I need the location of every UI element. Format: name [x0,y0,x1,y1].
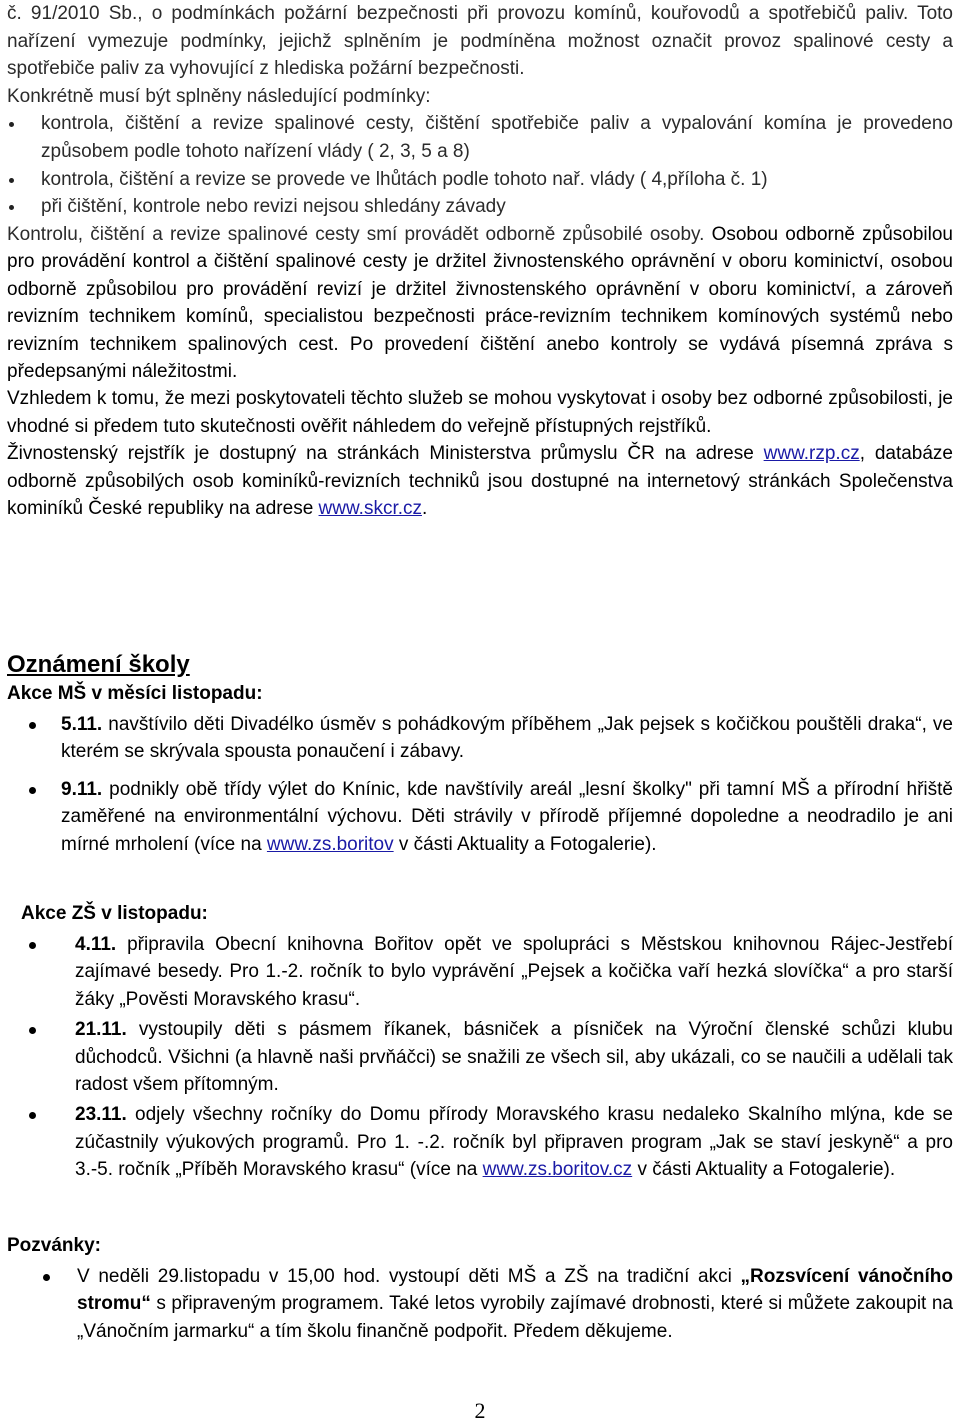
invitation-pre: V neděli 29.listopadu v 15,00 hod. vystoupí děti MŠ a ZŠ na tradiční akci [77,1266,741,1287]
regulation-section [7,0,953,522]
condition-text: při čištění, kontrole nebo revizi nejsou shledány závady [41,196,506,218]
zs-item [7,1101,953,1183]
page-number: 2 [474,1398,486,1423]
registry-text-2: , databáze odborně způsobilých osob kominíků-revizních techniků jsou dostupné na internetový stránkách Společenstva kominíků České republiky na adrese [7,443,954,519]
bullet-icon [7,193,41,221]
invitation-item [7,1263,953,1345]
ms-item [7,711,953,766]
registry-text-1: Živnostenský rejstřík je dostupný na stránkách Ministerstva průmyslu ČR na adrese [7,443,764,465]
zs-item-text [75,931,953,1013]
zs-boritov-cz-link[interactable]: www.zs.boritov.cz [482,1159,633,1181]
report-text: Po provedení čištění anebo kontroly se vydává písemná zpráva s předepsanými náležitostmi. [7,333,954,382]
authorized-rest-text: Osobou odborně způsobilou pro provádění kontrol a čištění spalinové cesty je držitel živnostenského oprávnění v oboru kominictví, osobou odborně způsobilou pro provádění revizí je držitel živnostenského oprávnění v oboru kominictví, a zároveň revizním technikem komínů, specialistou bezpečnosti práce-revizním technikem komínových systémů nebo revizním technikem spalinových cest. [7,223,953,355]
invitations-heading: Pozvánky: [7,1235,101,1256]
ms-item-date: 5.11. [61,714,103,735]
condition-text: kontrola, čištění a revize spalinové cesty, čištění spotřebiče paliv a vypalování komína je provedeno způsobem podle tohoto nařízení vlády ( 2, 3, 5 a 8) [41,113,953,162]
invitation-text [77,1263,953,1345]
ms-item-body: navštívilo děti Divadélko úsměv s pohádkovým příběhem „Jak pejsek s kočičkou pouštěli draka“, ve kterém se skrývala spousta ponaučení i zábavy. [61,714,953,763]
ms-item-body: podnikly obě třídy výlet do Knínic, kde navštívily areál „lesní školky" při tamní MŠ a přírodní hřiště zaměřené na environmentální výchovu. Děti strávily v přírodě příjemné dopoledne a neodradilo je ani mírné mrholení (více na [61,778,953,855]
skcr-link[interactable]: www.skcr.cz [318,498,422,519]
zs-item-date: 4.11. [75,934,117,955]
warning-paragraph: Vzhledem k tomu, že mezi poskytovateli těchto služeb se mohou vyskytovat i osoby bez odborné způsobilosti, je vhodné si předem tuto skutečnosti ověřit náhledem do veřejně přístupných rejstříků. [7,388,953,437]
bullet-icon [7,1016,75,1098]
zs-heading: Akce ZŠ v listopadu: [21,903,208,924]
bullet-icon [7,110,41,165]
zs-item-body: odjely všechny ročníky do Domu přírody Moravského krasu nedaleko Skalního mlýna, kde se zúčastnily výukových programů. Pro 1. -.2. ročník byl připraven program „Jak se staví jeskyně“ a pro 3.-5. ročník „Příběh Moravského krasu“ (více na [75,1104,953,1181]
zs-item-text [75,1016,953,1098]
bullet-icon [7,1263,77,1345]
zs-boritov-link[interactable]: www.zs.boritov [266,833,394,855]
ms-item [7,776,953,858]
registry-paragraph [7,440,953,522]
condition-item [7,193,953,221]
zs-item-after: v části Aktuality a Fotogalerie). [632,1159,896,1181]
authorized-grey-text: Kontrolu, čištění a revize spalinové cesty smí provádět odborně způsobilé osoby. [7,223,705,245]
bullet-icon [7,711,61,766]
bullet-icon [7,776,61,858]
condition-item [7,110,953,165]
invitation-post: s připraveným programem. Také letos vyrobily zajímavé drobnosti, které si můžete zakoupit na „Vánočním jarmarku“ a tím školu finančně podpořit. Předem děkujeme. [77,1293,953,1342]
ms-item-after: v části Aktuality a Fotogalerie). [393,833,657,855]
regulation-intro: č. 91/2010 Sb., o podmínkách požární bezpečnosti při provozu komínů, kouřovodů a spotřebičů paliv. Toto nařízení vymezuje podmínky, jejichž splněním je podmíněna možnost označit provoz spalinové cesty a spotřebiče paliv za vyhovující z hlediska požární bezpečnosti. [7,3,953,80]
conditions-title: Konkrétně musí být splněny následující podmínky: [7,85,431,107]
invitations-section [7,1232,953,1345]
zs-item-date: 23.11. [75,1104,127,1126]
zs-item-body: připravila Obecní knihovna Bořitov opět ve spolupráci s Městskou knihovnou Rájec-Jestřebí zajímavé besedy. Pro 1.-2. ročník to bylo vyprávění „Pejsek a kočička vaří hezká slovíčka“ a pro starší žáky „Pověsti Moravského krasu“. [75,934,953,1010]
zs-item [7,931,953,1013]
ms-item-date: 9.11. [61,778,103,800]
school-section [7,650,953,858]
ms-item-text [61,776,953,858]
zs-item-date: 21.11. [75,1019,127,1041]
ms-heading: Akce MŠ v měsíci listopadu: [7,683,263,704]
condition-text: kontrola, čištění a revize se provede ve lhůtách podle tohoto nař. vlády ( 4,příloha č. 1) [41,168,768,190]
zs-section [21,900,953,1184]
zs-item [7,1016,953,1098]
invitation-event: „Rozsvícení vánočního stromu“ [77,1266,954,1315]
condition-item [7,166,953,194]
bullet-icon [7,166,41,194]
authorized-persons-paragraph [7,221,953,386]
bullet-icon [7,1101,75,1183]
zs-item-text [75,1101,953,1183]
registry-text-3: . [422,498,428,519]
rzp-link[interactable]: www.rzp.cz [763,443,860,465]
ms-item-text [61,711,953,766]
bullet-icon [7,931,75,1013]
zs-item-body: vystoupily děti s pásmem říkanek, básniček a písniček na Výroční členské schůzi klubu důchodců. Všichni (a hlavně naši prvňáčci) se snažili ze všech sil, aby ukázali, co se naučili a udělali tak radost všem přítomným. [75,1019,953,1096]
school-heading: Oznámení školy [7,651,190,678]
